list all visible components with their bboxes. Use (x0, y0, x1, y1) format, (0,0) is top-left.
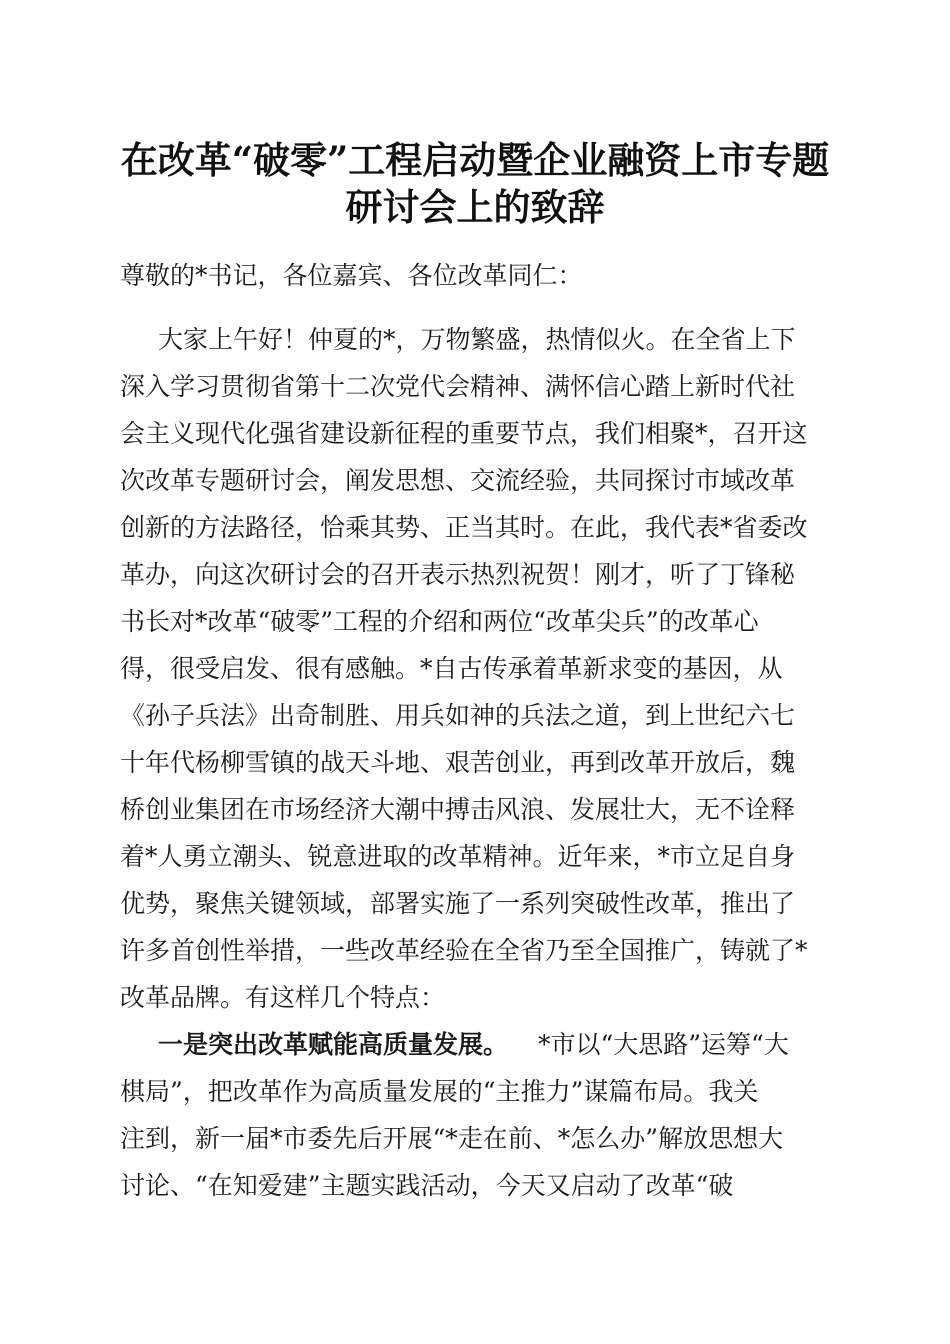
paragraph-text: 十年代杨柳雪镇的战天斗地、艰苦创业，再到改革开放后，魏 (120, 748, 796, 777)
paragraph-text: 得，很受启发、很有感触。*自古传承着革新求变的基因，从 (120, 654, 783, 683)
paragraph-text: 次改革专题研讨会，阐发思想、交流经验，共同探讨市域改革 (120, 466, 796, 495)
point-text: 注到，新一届*市委先后开展“*走在前、*怎么办”解放思想大 (120, 1124, 784, 1153)
document-title-line-1: 在改革“破零”工程启动暨企业融资上市专题 (120, 138, 830, 182)
paragraph-text: 改革品牌。有这样几个特点： (120, 983, 446, 1012)
paragraph-text: 深入学习贯彻省第十二次党代会精神、满怀信心踏上新时代社 (120, 372, 796, 401)
paragraph-text: 着*人勇立潮头、锐意进取的改革精神。近年来，*市立足自身 (120, 842, 796, 871)
paragraph-text: 许多首创性举措，一些改革经验在全省乃至全国推广，铸就了* (120, 936, 808, 965)
paragraph-text: 革办，向这次研讨会的召开表示热烈祝贺！刚才，听了丁锋秘 (120, 560, 796, 589)
paragraph-text: 会主义现代化强省建设新征程的重要节点，我们相聚*，召开这 (120, 419, 808, 448)
paragraph-text: 书长对*改革“破零”工程的介绍和两位“改革尖兵”的改革心 (120, 607, 759, 636)
salutation: 尊敬的*书记，各位嘉宾、各位改革同仁： (120, 261, 583, 290)
paragraph-text: 桥创业集团在市场经济大潮中搏击风浪、发展壮大，无不诠释 (120, 795, 796, 824)
document-title-line-2: 研讨会上的致辞 (345, 185, 605, 229)
point-text: 棋局”，把改革作为高质量发展的“主推力”谋篇布局。我关 (120, 1077, 759, 1106)
paragraph-text: 《孙子兵法》出奇制胜、用兵如神的兵法之道，到上世纪六七 (120, 701, 796, 730)
point-lead: 一是突出改革赋能高质量发展。 (158, 1030, 509, 1059)
paragraph-text: 大家上午好！仲夏的*，万物繁盛，热情似火。在全省上下 (158, 325, 796, 354)
paragraph-text: 创新的方法路径，恰乘其势、正当其时。在此，我代表*省委改 (120, 513, 808, 542)
paragraph-text: 优势，聚焦关键领域，部署实施了一系列突破性改革，推出了 (120, 889, 796, 918)
point-text: *市以“大思路”运筹“大 (538, 1030, 789, 1059)
point-text: 讨论、“在知爱建”主题实践活动，今天又启动了改革“破 (120, 1171, 734, 1200)
